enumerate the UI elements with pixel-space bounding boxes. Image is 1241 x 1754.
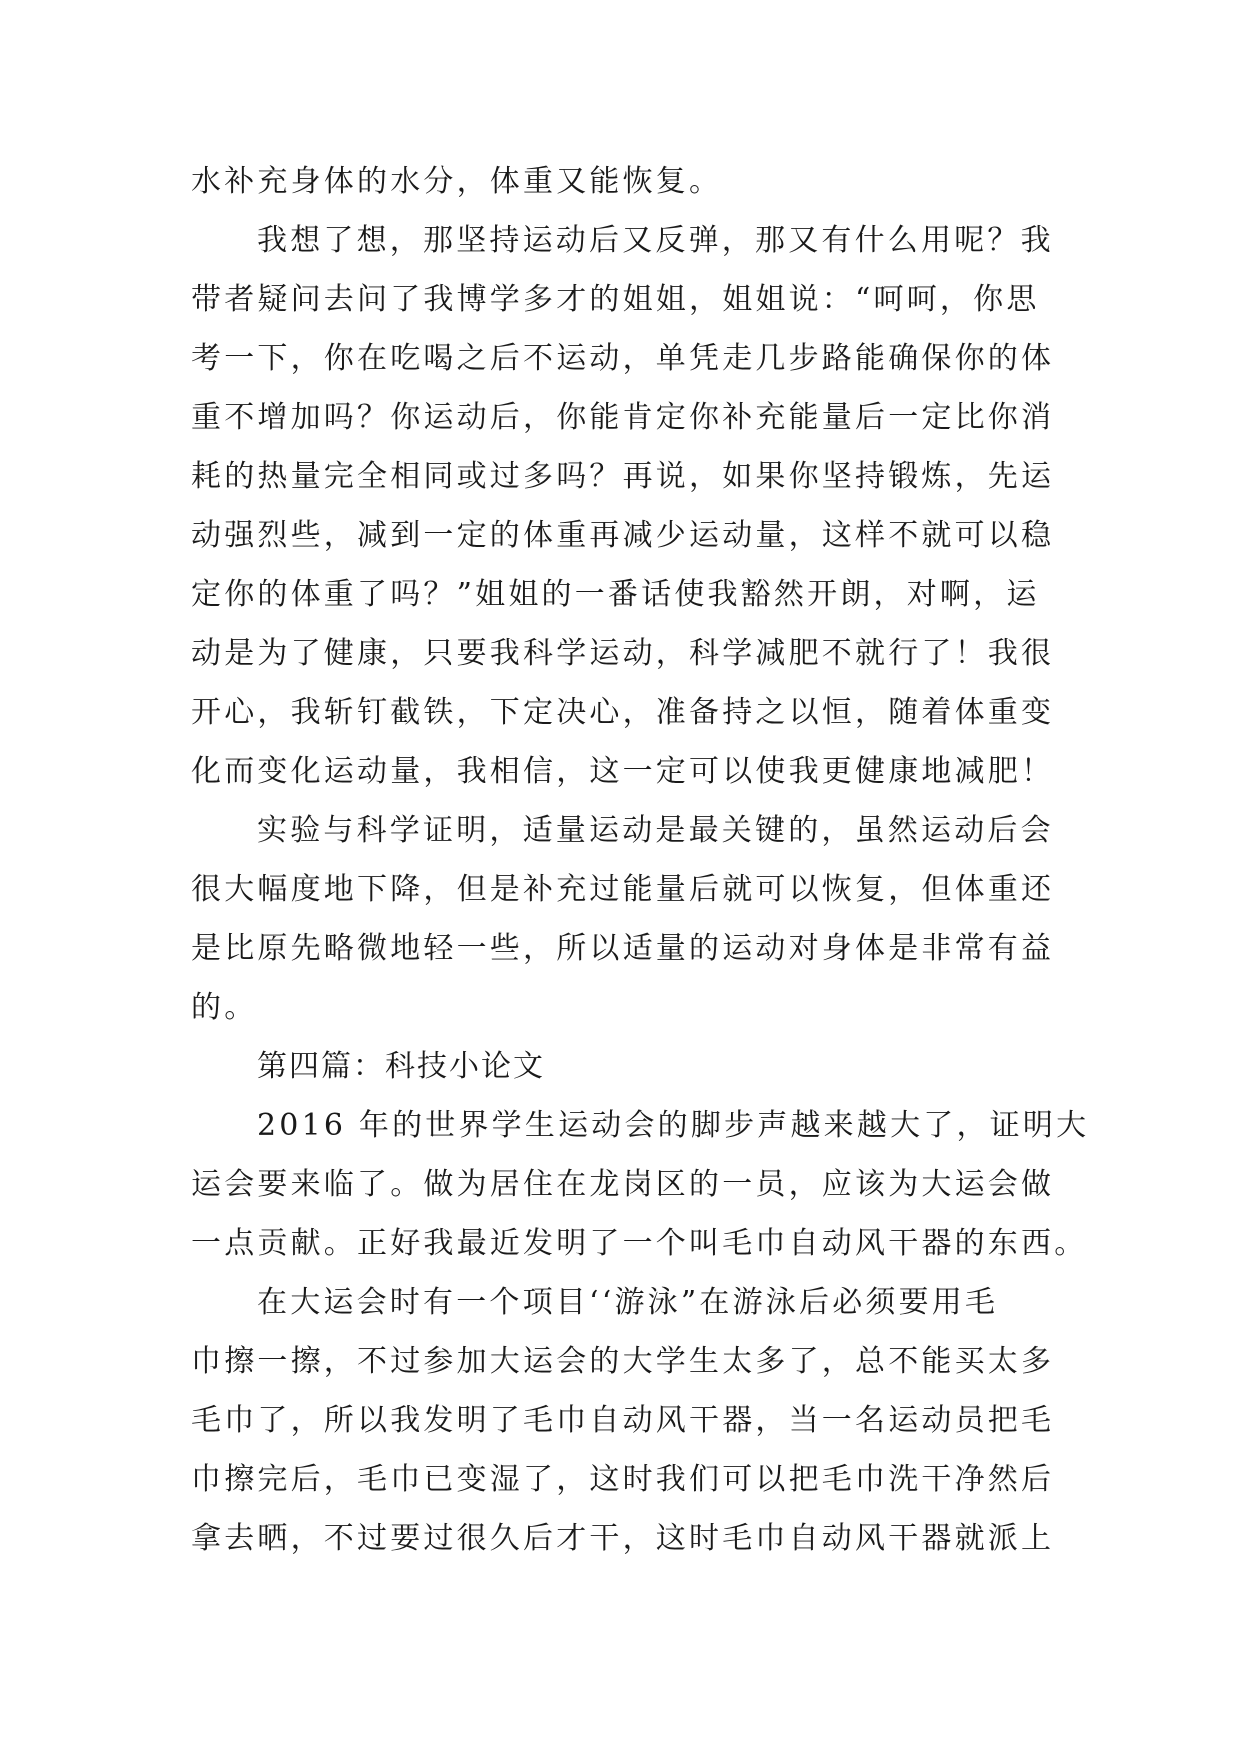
text-line: 水补充身体的水分，体重又能恢复。 xyxy=(191,164,723,199)
text-line: 定你的体重了吗？”姐姐的一番话使我豁然开朗，对啊，运 xyxy=(191,577,1040,612)
paragraph-start-line: 在大运会时有一个项目‘‘游泳”在游泳后必须要用毛 xyxy=(257,1285,999,1320)
text-line: 带者疑问去问了我博学多才的姐姐，姐姐说：“呵呵，你思 xyxy=(191,282,1040,317)
text-line: 一点贡献。正好我最近发明了一个叫毛巾自动风干器的东西。 xyxy=(191,1226,1088,1261)
text-line: 动是为了健康，只要我科学运动，科学减肥不就行了！我很 xyxy=(191,636,1055,671)
paragraph-start-line: 我想了想，那坚持运动后又反弹，那又有什么用呢？我 xyxy=(257,223,1054,258)
document-body xyxy=(191,152,1090,1568)
text-line: 毛巾了，所以我发明了毛巾自动风干器，当一名运动员把毛 xyxy=(191,1403,1055,1438)
text-line: 拿去晒，不过要过很久后才干，这时毛巾自动风干器就派上 xyxy=(191,1521,1055,1556)
text-line: 考一下，你在吃喝之后不运动，单凭走几步路能确保你的体 xyxy=(191,341,1055,376)
text-line: 巾擦完后，毛巾已变湿了，这时我们可以把毛巾洗干净然后 xyxy=(191,1462,1055,1497)
text-line: 运会要来临了。做为居住在龙岗区的一员，应该为大运会做 xyxy=(191,1167,1055,1202)
text-line: 重不增加吗？你运动后，你能肯定你补充能量后一定比你消 xyxy=(191,400,1055,435)
text-line: 是比原先略微地轻一些，所以适量的运动对身体是非常有益 xyxy=(191,931,1055,966)
text-line: 耗的热量完全相同或过多吗？再说，如果你坚持锻炼，先运 xyxy=(191,459,1055,494)
text-line: 动强烈些，减到一定的体重再减少运动量，这样不就可以稳 xyxy=(191,518,1055,553)
text-line: 很大幅度地下降，但是补充过能量后就可以恢复，但体重还 xyxy=(191,872,1055,907)
paragraph-start-line: 2016 年的世界学生运动会的脚步声越来越大了，证明大 xyxy=(257,1108,1090,1143)
text-line: 开心，我斩钉截铁，下定决心，准备持之以恒，随着体重变 xyxy=(191,695,1055,730)
paragraph-start-line: 实验与科学证明，适量运动是最关键的，虽然运动后会 xyxy=(257,813,1054,848)
section-heading: 第四篇：科技小论文 xyxy=(257,1049,545,1084)
text-line: 巾擦一擦，不过参加大运会的大学生太多了，总不能买太多 xyxy=(191,1344,1055,1379)
text-line: 的。 xyxy=(191,990,258,1025)
text-line: 化而变化运动量，我相信，这一定可以使我更健康地减肥！ xyxy=(191,754,1055,789)
